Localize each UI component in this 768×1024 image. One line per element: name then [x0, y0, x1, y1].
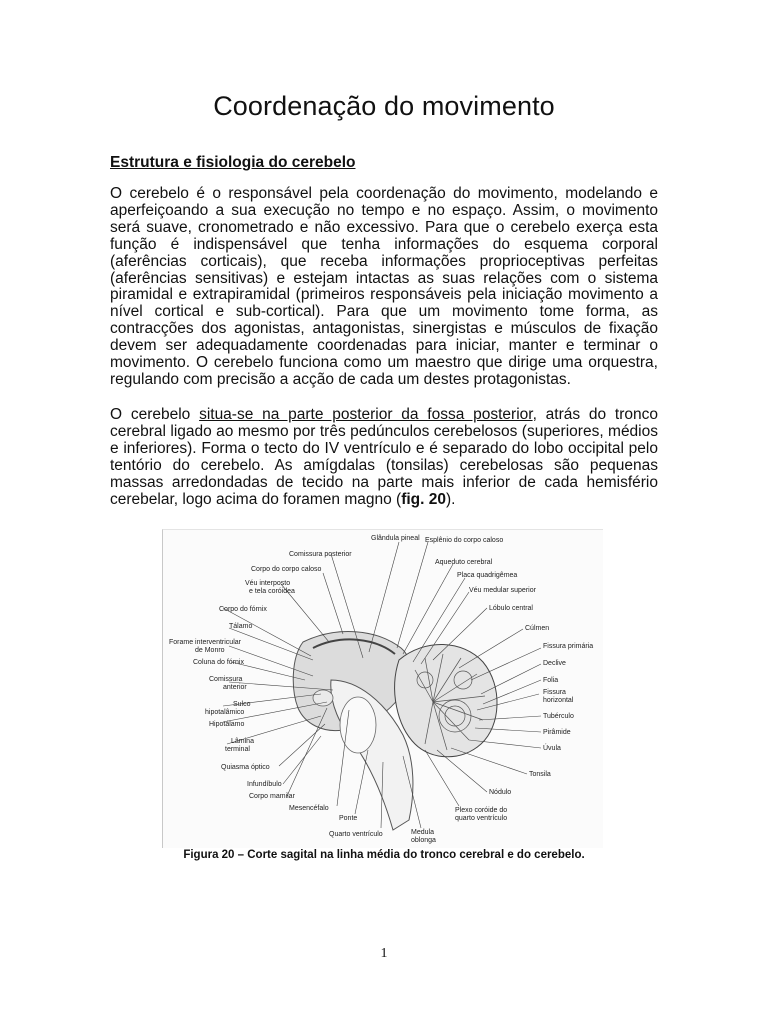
- label-lamina-1: Lâmina: [231, 738, 254, 745]
- label-placa-quadrigemea: Placa quadrigêmea: [457, 572, 518, 579]
- label-forame-1: Forame interventricular: [169, 639, 241, 646]
- paragraph-1: O cerebelo é o responsável pela coordenação do movimento, modelando e aperfeiçoando a sua execução no tempo e no espaço. Assim, o movimento será suave, cronometrado e não excessivo. Para que o cerebelo exerça esta função é indispensável que tenha informações do esquema corporal (aferências corticais), que receba informações proprioceptivas perfeitas (aferências sensitivas) e estejam intactas as suas relações com o sistema piramidal e extrapiramidal (primeiros responsáveis pela iniciação movimento a nível cortical e sub-cortical). Para que um movimento tome forma, as contracções dos agonistas, antagonistas, sinergistas e músculos de fixação devem ser adequadamente coordenadas para iniciar, manter e terminar o movimento. O cerebelo funciona como um maestro que dirige uma orquestra, regulando com precisão a acção de cada um destes protagonistas.: [110, 185, 658, 388]
- label-aqueduto: Aqueduto cerebral: [435, 559, 493, 566]
- label-fissura-horizontal-2: horizontal: [543, 697, 574, 704]
- pons-shape: [340, 697, 376, 753]
- label-esplenio: Esplênio do corpo caloso: [425, 537, 504, 544]
- figure-illustration: [163, 530, 603, 848]
- label-hipotalamo: Hipotálamo: [209, 721, 245, 728]
- mammillary-shape: [313, 690, 333, 706]
- label-corpo-fornix: Corpo do fórnix: [219, 606, 267, 613]
- label-nodulo: Nódulo: [489, 789, 512, 796]
- label-medula-1: Medula: [411, 829, 434, 836]
- label-tuberculo: Tubérculo: [543, 713, 574, 720]
- label-corpo-mamilar: Corpo mamilar: [249, 793, 295, 800]
- paragraph-2: [110, 407, 658, 508]
- label-tonsila: Tonsila: [529, 771, 551, 778]
- label-fissura-primaria: Fissura primária: [543, 643, 594, 650]
- label-comissura-anterior-2: anterior: [223, 684, 247, 691]
- label-comissura-posterior: Comissura posterior: [289, 551, 352, 558]
- label-fissura-horizontal-1: Fissura: [543, 689, 566, 696]
- label-veu-interposto-1: Véu interposto: [245, 580, 291, 587]
- label-quiasma: Quiasma óptico: [221, 764, 270, 771]
- label-coluna-fornix: Coluna do fórnix: [193, 659, 244, 666]
- label-culmen: Cúlmen: [525, 625, 550, 632]
- label-folia: Folia: [543, 677, 559, 684]
- label-quarto-ventriculo: Quarto ventrículo: [329, 831, 383, 838]
- label-comissura-anterior-1: Comissura: [209, 676, 243, 683]
- label-lamina-2: terminal: [225, 746, 250, 753]
- paragraph-2-body: , atrás do tronco cerebral ligado ao mesmo por três pedúnculos cerebelosos (superiores, médios e inferiores). Forma o tecto do IV ventrículo e é separado do lobo occipital pelo tentório do cerebelo. As amígdalas (tonsilas) cerebelosas são pequenas massas arredondadas de tecido na parte mais inferior de cada hemisfério cerebelar, logo acima do foramen magno (: [110, 406, 658, 508]
- label-plexo-1: Plexo coróide do: [455, 807, 508, 814]
- label-lobulo-central: Lóbulo central: [489, 605, 533, 612]
- label-ponte: Ponte: [339, 815, 358, 822]
- label-veu-medular: Véu medular superior: [469, 587, 536, 594]
- figure-caption: Figura 20 – Corte sagital na linha média do tronco cerebral e do cerebelo.: [183, 849, 585, 861]
- paragraph-2-tail: ).: [446, 490, 456, 508]
- paragraph-2-underlined: situa-se na parte posterior da fossa posterior: [199, 406, 533, 423]
- paragraph-2-lead: O cerebelo: [110, 406, 200, 423]
- figure-reference: fig. 20: [401, 490, 447, 508]
- label-forame-2: de Monro: [195, 647, 225, 654]
- label-plexo-2: quarto ventrículo: [455, 815, 508, 822]
- section-heading: Estrutura e fisiologia do cerebelo: [110, 154, 356, 171]
- label-declive: Declive: [543, 660, 566, 667]
- label-corpo-caloso: Corpo do corpo caloso: [251, 566, 322, 573]
- label-infundibulo: Infundíbulo: [247, 781, 282, 788]
- brain-sagittal-figure: [162, 529, 603, 848]
- label-mesencefalo: Mesencéfalo: [289, 805, 329, 812]
- label-sulco-1: Sulco: [233, 701, 251, 708]
- page-title: Coordenação do movimento: [213, 91, 555, 121]
- label-piramide: Pirâmide: [543, 729, 571, 736]
- label-glandula-pineal: Glândula pineal: [371, 535, 420, 542]
- label-sulco-2: hipotalâmico: [205, 709, 245, 716]
- label-uvula: Úvula: [543, 745, 561, 752]
- label-medula-2: oblonga: [411, 837, 436, 844]
- page-number: 1: [380, 946, 388, 961]
- label-talamo: Tálamo: [229, 623, 253, 630]
- label-veu-interposto-2: e tela coróidea: [249, 588, 295, 595]
